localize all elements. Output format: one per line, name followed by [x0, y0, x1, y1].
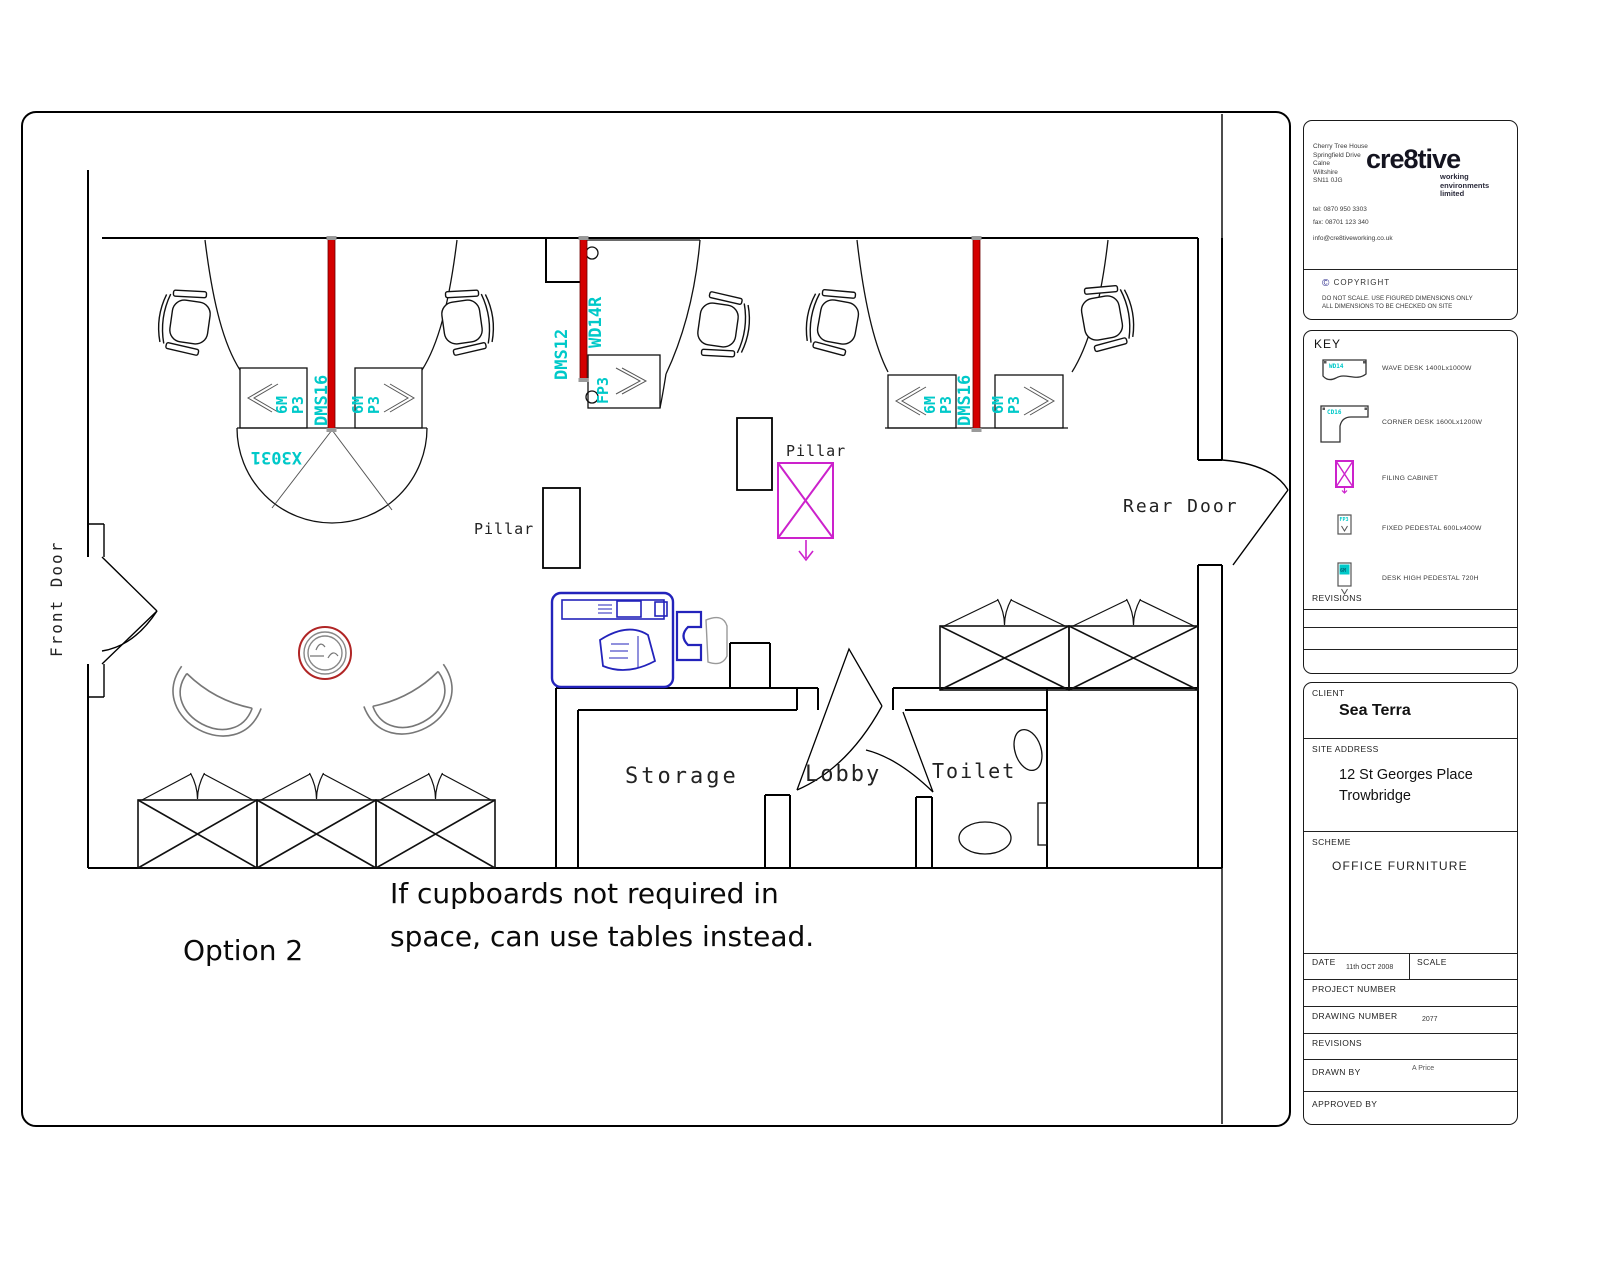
label-ped3-l1: 6M: [921, 395, 939, 414]
key-item-filing-cabinet: [1304, 459, 1517, 511]
label-dms12: DMS12: [552, 328, 572, 380]
reception-area: [159, 664, 467, 751]
client-value: Sea Terra: [1339, 702, 1411, 719]
drawn-by-label: DRAWN BY: [1312, 1067, 1361, 1077]
svg-text:FP3: FP3: [1339, 517, 1349, 523]
titleblock-key-box: [1303, 330, 1518, 674]
lobby-label: Lobby: [805, 762, 882, 787]
key-item-corner-desk: [1304, 403, 1517, 459]
key-label-filing-cabinet: FILING CABINET: [1382, 475, 1439, 482]
scheme-label: SCHEME: [1312, 837, 1351, 847]
filing-cabinet-icon: [1314, 459, 1376, 500]
label-dms16-left: DMS16: [312, 374, 332, 426]
cupboards-left: [138, 773, 495, 868]
svg-text:6M: 6M: [1340, 568, 1347, 574]
date-label: DATE: [1312, 957, 1336, 967]
label-ped1-l2: P3: [289, 395, 307, 414]
toilet-label: Toilet: [932, 759, 1017, 783]
logo-text: cre8tive: [1366, 144, 1461, 174]
corner-desk-icon: [1314, 403, 1376, 450]
key-item-fixed-pedestal: [1304, 513, 1517, 561]
copyright-title: © COPYRIGHT: [1322, 278, 1391, 289]
front-door-label: Front Door: [47, 540, 66, 657]
label-ped1-l1: 6M: [273, 395, 291, 414]
company-divider: [1304, 269, 1517, 270]
filing-cabinet: [778, 463, 833, 560]
copyright-notes: DO NOT SCALE. USE FIGURED DIMENSIONS ONLY ALL DIMENSIONS TO BE CHECKED ON SITE: [1322, 295, 1473, 310]
titleblock-company-box: [1303, 120, 1518, 320]
key-title: KEY: [1314, 337, 1342, 351]
scale-label: SCALE: [1417, 957, 1447, 967]
key-label-wave-desk: WAVE DESK 1400Lx1000W: [1382, 365, 1472, 372]
drawn-by-value: A Price: [1412, 1065, 1435, 1072]
client-label: CLIENT: [1312, 688, 1345, 698]
logo-tagline-3: limited: [1440, 189, 1465, 198]
svg-text:CD16: CD16: [1327, 409, 1342, 416]
label-ped2-l2: P3: [365, 395, 383, 414]
site-address-label: SITE ADDRESS: [1312, 744, 1379, 754]
rear-door-label: Rear Door: [1123, 496, 1239, 517]
front-door: [102, 557, 157, 664]
photocopier: [552, 593, 701, 687]
approved-by-label: APPROVED BY: [1312, 1099, 1378, 1109]
logo-tagline-1: working: [1440, 172, 1469, 181]
svg-text:WD14: WD14: [1329, 363, 1344, 370]
company-phone: tel: 0870 950 3303 fax: 08701 123 340: [1313, 206, 1369, 226]
key-item-wave-desk: [1304, 357, 1517, 403]
toilet-fixtures: [959, 726, 1047, 854]
site-address-value: 12 St Georges Place Trowbridge: [1339, 767, 1473, 804]
key-label-desk-high-pedestal: DESK HIGH PEDESTAL 720H: [1382, 575, 1479, 582]
drawing-number-value: 2077: [1422, 1016, 1438, 1023]
fixed-pedestal-icon: [1314, 513, 1376, 548]
key-label-corner-desk: CORNER DESK 1600Lx1200W: [1382, 419, 1483, 426]
revisions-line-3: [1304, 649, 1517, 650]
revisions-field-label: REVISIONS: [1312, 1038, 1362, 1048]
note-line1: If cupboards not required in: [390, 877, 779, 910]
key-label-fixed-pedestal: FIXED PEDESTAL 600Lx400W: [1382, 525, 1482, 532]
pillar-left-label: Pillar: [474, 520, 535, 538]
wave-desk-icon: [1314, 357, 1376, 392]
copyright-icon: ©: [1322, 278, 1331, 289]
option-label: Option 2: [183, 934, 304, 967]
label-fp3: FP3: [594, 376, 612, 404]
pillar-right-label: Pillar: [786, 442, 847, 460]
coffee-table: [299, 627, 351, 679]
label-x3031: X3031: [250, 447, 302, 467]
cupboards-rear: [940, 599, 1198, 690]
company-address: Cherry Tree House Springfield Drive Calne Wiltshire SN11 0JG: [1313, 143, 1368, 184]
scheme-value: OFFICE FURNITURE: [1332, 859, 1468, 873]
project-number-label: PROJECT NUMBER: [1312, 984, 1397, 994]
drawing-number-label: DRAWING NUMBER: [1312, 1011, 1398, 1021]
logo-tagline-2: environments: [1440, 180, 1490, 190]
storage-label: Storage: [625, 764, 739, 789]
date-value: 11th OCT 2008: [1346, 964, 1394, 971]
label-wd14r: WD14R: [586, 296, 606, 348]
note-line2: space, can use tables instead.: [390, 920, 815, 953]
revisions-line-2: [1304, 627, 1517, 628]
copier-side-tray: [706, 618, 727, 664]
company-logo: [1366, 144, 1514, 199]
label-dms16-right: DMS16: [955, 374, 975, 426]
pillars: [543, 418, 772, 568]
key-item-desk-high-pedestal: [1304, 561, 1517, 613]
revisions-line-1: [1304, 609, 1517, 610]
label-ped3-l2: P3: [937, 395, 955, 414]
label-ped2-l1: 6M: [349, 395, 367, 414]
date-scale-divider: [1409, 953, 1410, 979]
company-email: info@cre8tiveworking.co.uk: [1313, 235, 1393, 242]
key-revisions-label: REVISIONS: [1312, 593, 1362, 603]
label-ped4-l2: P3: [1005, 395, 1023, 414]
titleblock-client-box: [1303, 682, 1518, 1125]
label-ped4-l1: 6M: [989, 395, 1007, 414]
